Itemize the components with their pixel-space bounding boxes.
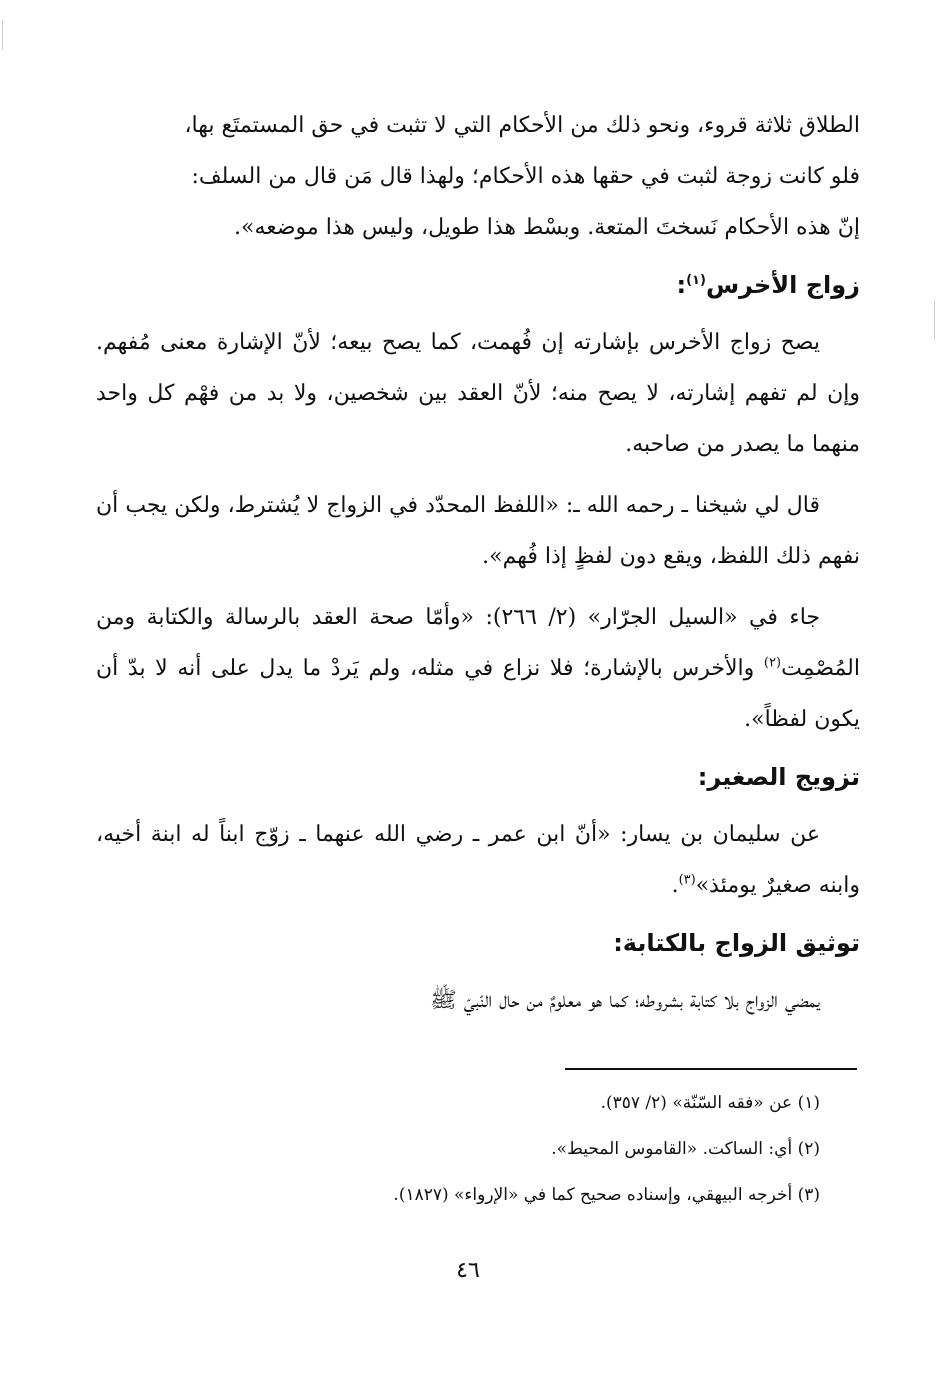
text-line: الطلاق ثلاثة قروء، ونحو ذلك من الأحكام التي لا تثبت في حق المستمتَع بها، (184, 113, 860, 138)
footnote-ref: (٣) (678, 872, 696, 888)
paragraph-ibn-umar (96, 809, 860, 911)
footnote-1: (١) عن «فقه السّنّة» (٢/ ٣٥٧). (600, 1093, 820, 1113)
text-line: فلو كانت زوجة لثبت في حقها هذه الأحكام؛ ولهذا قال مَن قال من السلف: (191, 164, 860, 189)
paragraph-sayl-quote (96, 592, 860, 745)
footnote-2: (٢) أي: الساكت. «القاموس المحيط». (551, 1139, 820, 1159)
paragraph-writing: يمضي الزواج بلا كتابة بشروطه؛ كما هو معلومٌ من حال النّبيّ ﷺ (430, 988, 820, 1013)
page-number: ٤٦ (456, 1258, 480, 1283)
footnote-ref: (١) (686, 273, 706, 288)
paragraph-text: والأخرس بالإشارة؛ فلا نزاع في مثله، ولم يَردْ ما يدل على أنه لا بدّ أن يكون لفظاً». (96, 656, 860, 732)
footnote-3: (٣) أخرجه البيهقي، وإسناده صحيح كما في «الإرواء» (١٨٢٧). (393, 1185, 820, 1205)
footnote-divider (565, 1068, 857, 1070)
page-edge-mark (2, 20, 3, 50)
section-heading-minor-marriage: تزويج الصغير: (697, 763, 860, 791)
paragraph-text: . (671, 873, 679, 898)
paragraph-sheikh-quote: قال لي شيخنا ـ رحمه الله ـ: «اللفظ المحدّد في الزواج لا يُشترط، ولكن يجب أن نفهم ذلك اللفظ، ويقع دون لفظٍ إذا فُهم». (96, 493, 860, 569)
heading-colon: : (676, 271, 687, 299)
text-line: إنّ هذه الأحكام نَسختَ المتعة. وبسْط هذا طويل، وليس هذا موضعه». (234, 215, 860, 240)
section-heading-mute-marriage (96, 257, 860, 313)
paragraph-text: جاء في «السيل الجرّار» (٢/ ٢٦٦): «وأمّا صحة العقد بالرسالة والكتابة ومن المُصْمِت (96, 605, 860, 681)
paragraph-mute-signing: يصح زواج الأخرس بإشارته إن فُهمت، كما يصح بيعه؛ لأنّ الإشارة معنى مُفهم. وإن لم تفهم إشارته، لا يصح منه؛ لأنّ العقد بين شخصين، ولا بد من فهْم كل واحد منهما ما يصدر من صاحبه. (96, 330, 860, 457)
footnotes (96, 1080, 820, 1218)
main-text (96, 100, 860, 1026)
footnote-ref: (٢) (763, 655, 782, 671)
paragraph-continued (96, 100, 860, 253)
paragraph-text: عن سليمان بن يسار: «أنّ ابن عمر ـ رضي الله عنهما ـ زوّج ابناً له ابنة أخيه، وابنه صغيرٌ يومئذ» (96, 822, 860, 898)
page-edge-mark (934, 300, 935, 340)
heading-text: زواج الأخرس (705, 271, 860, 299)
section-heading-written-documentation: توثيق الزواج بالكتابة: (613, 929, 860, 957)
